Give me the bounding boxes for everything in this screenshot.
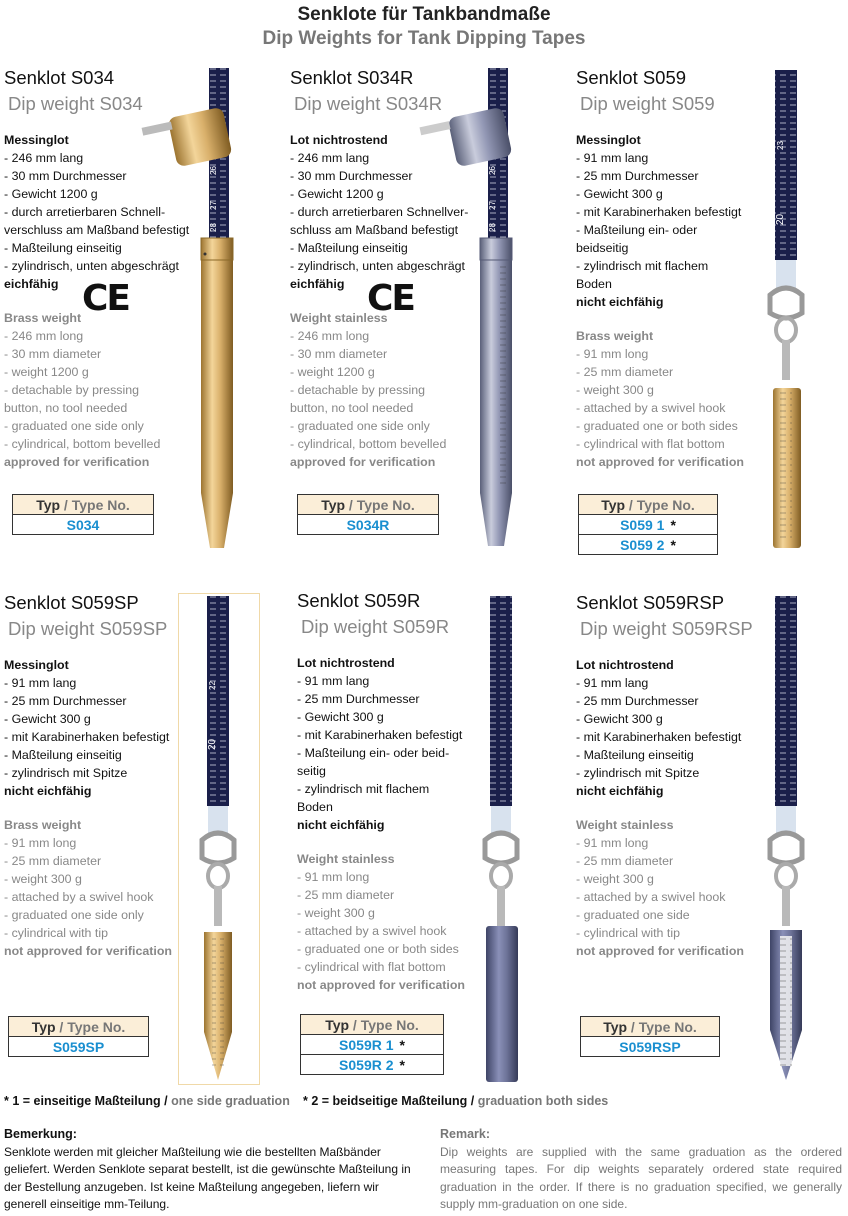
product-s059r xyxy=(297,590,465,994)
spec-item: - zylindrisch, unten abgeschrägt xyxy=(290,259,465,273)
spec-item: - Gewicht 300 g xyxy=(4,712,91,726)
product-title-de: Senklot S034R xyxy=(290,67,414,88)
spec-item: - 91 mm lang xyxy=(4,676,77,690)
s059r-illustration xyxy=(485,596,518,1082)
spec-item: - 25 mm Durchmesser xyxy=(576,169,699,183)
type-table-s059 xyxy=(578,494,718,555)
product-title-de: Senklot S059SP xyxy=(4,592,139,613)
spec-item: seitig xyxy=(297,764,326,778)
type-table-header: Typ / Type No. xyxy=(9,1017,149,1037)
product-s059rsp xyxy=(576,592,753,960)
spec-heading-en: Weight stainless xyxy=(576,818,674,832)
spec-item: verschluss am Maßband befestigt xyxy=(4,223,190,237)
verification-en: approved for verification xyxy=(4,455,150,469)
spec-heading-de: Lot nichtrostend xyxy=(297,656,395,670)
ce-mark: CE xyxy=(367,278,415,319)
s059-illustration xyxy=(770,70,802,548)
type-table-header: Typ / Type No. xyxy=(13,495,154,515)
product-title-en: Dip weight S059 xyxy=(580,93,715,114)
type-number: S059 1 * xyxy=(579,515,718,535)
footnote-one-side: * 1 = einseitige Maßteilung / one side graduation xyxy=(4,1094,290,1108)
product-title-en: Dip weight S034 xyxy=(8,93,143,114)
spec-item: - attached by a swivel hook xyxy=(576,890,726,904)
spec-item: - durch arretierbaren Schnellver- xyxy=(290,205,469,219)
spec-heading-de: Lot nichtrostend xyxy=(576,658,674,672)
spec-item: - graduated one side only xyxy=(4,419,144,433)
spec-item: - cylindrical, bottom bevelled xyxy=(290,437,447,451)
spec-item: - mit Karabinerhaken befestigt xyxy=(576,730,742,744)
product-title-en: Dip weight S059RSP xyxy=(580,618,753,639)
spec-item: - Maßteilung ein- oder beid- xyxy=(297,746,450,760)
spec-item: - 25 mm diameter xyxy=(4,854,102,868)
spec-item: - 246 mm long xyxy=(4,329,84,343)
verification-de: nicht eichfähig xyxy=(4,784,92,798)
type-table-s059sp xyxy=(8,1016,149,1057)
s034-tape-number: 27 xyxy=(209,201,218,210)
spec-item: - Gewicht 1200 g xyxy=(4,187,98,201)
spec-list xyxy=(576,131,744,471)
s034-body xyxy=(201,238,233,493)
s034r-tape-number: 28 xyxy=(488,223,497,232)
verification-en: not approved for verification xyxy=(4,944,172,958)
spec-item: - Gewicht 300 g xyxy=(576,712,663,726)
s059-tape-number: 23 xyxy=(776,141,785,150)
spec-item: - cylindrical, bottom bevelled xyxy=(4,437,161,451)
remark-text-de: Senklote werden mit gleicher Maßteilung wie die bestellten Maßbänder geliefert. Werden Senklote separat bestellt, ist die gewünschte Maßteilung in der Bestellung anzugeben. Ist keine Maßteilung angegeben, liefern wir generell einseitige mm-Teilung. xyxy=(4,1144,411,1211)
spec-item: - 25 mm diameter xyxy=(576,854,674,868)
product-s034 xyxy=(4,67,189,471)
s034-bevel xyxy=(201,493,233,548)
spec-item: - graduated one or both sides xyxy=(297,942,459,956)
spec-item: beidseitig xyxy=(576,241,629,255)
spec-item: - mit Karabinerhaken befestigt xyxy=(297,728,463,742)
spec-item: - zylindrisch mit Spitze xyxy=(4,766,128,780)
ce-mark: CE xyxy=(82,278,130,319)
s059sp-image-frame xyxy=(178,593,260,1085)
verification-en: not approved for verification xyxy=(576,455,744,469)
spec-item: - mit Karabinerhaken befestigt xyxy=(4,730,170,744)
spec-item: - weight 1200 g xyxy=(4,365,89,379)
product-title-de: Senklot S059R xyxy=(297,590,421,611)
spec-item: - Gewicht 300 g xyxy=(576,187,663,201)
spec-item: - 91 mm long xyxy=(297,870,370,884)
spec-item: - zylindrisch mit flachem xyxy=(297,782,430,796)
spec-heading-en: Weight stainless xyxy=(297,852,395,866)
spec-item: - detachable by pressing xyxy=(290,383,426,397)
verification-de: nicht eichfähig xyxy=(576,295,664,309)
spec-item: - zylindrisch, unten abgeschrägt xyxy=(4,259,179,273)
type-number: S034 xyxy=(13,515,154,535)
type-number: S059RSP xyxy=(581,1037,720,1057)
spec-list xyxy=(4,656,172,960)
remark-heading-de: Bemerkung: xyxy=(4,1127,77,1141)
remark-heading-en: Remark: xyxy=(440,1127,491,1141)
product-title-de: Senklot S034 xyxy=(4,67,115,88)
spec-item: - 30 mm Durchmesser xyxy=(4,169,127,183)
spec-item: - Maßteilung einseitig xyxy=(290,241,408,255)
verification-en: approved for verification xyxy=(290,455,436,469)
type-table-header: Typ / Type No. xyxy=(579,495,718,515)
remark-de xyxy=(4,1126,414,1214)
spec-item: Boden xyxy=(297,800,333,814)
spec-item: - weight 1200 g xyxy=(290,365,375,379)
verification-de: eichfähig xyxy=(290,277,345,291)
type-number: S059R 1 * xyxy=(301,1035,444,1055)
spec-heading-de: Messinglot xyxy=(576,133,641,147)
type-number: S034R xyxy=(298,515,439,535)
verification-de: nicht eichfähig xyxy=(297,818,385,832)
spec-item: - 91 mm long xyxy=(4,836,77,850)
remark-en xyxy=(440,1126,842,1214)
product-s059sp xyxy=(4,592,172,960)
spec-item: - cylindrical with flat bottom xyxy=(297,960,446,974)
spec-item: - graduated one side only xyxy=(290,419,430,433)
type-table-s034r xyxy=(297,494,439,535)
spec-heading-en: Brass weight xyxy=(4,311,82,325)
s059-tape-number: 20 xyxy=(775,213,786,225)
spec-item: - Maßteilung einseitig xyxy=(4,241,122,255)
spec-item: - cylindrical with tip xyxy=(576,926,680,940)
s059r-body xyxy=(486,926,518,1082)
spec-heading-en: Brass weight xyxy=(4,818,82,832)
product-title-de: Senklot S059RSP xyxy=(576,592,725,613)
spec-item: - durch arretierbaren Schnell- xyxy=(4,205,166,219)
spec-item: - attached by a swivel hook xyxy=(4,890,154,904)
verification-de: eichfähig xyxy=(4,277,59,291)
product-title-de: Senklot S059 xyxy=(576,67,687,88)
spec-list xyxy=(297,654,465,994)
type-table-s059r xyxy=(300,1014,444,1075)
spec-item: - 246 mm long xyxy=(290,329,370,343)
spec-heading-de: Messinglot xyxy=(4,658,69,672)
type-table-header: Typ / Type No. xyxy=(298,495,439,515)
spec-item: schluss am Maßband befestigt xyxy=(290,223,459,237)
product-title-en: Dip weight S059R xyxy=(301,616,450,637)
spec-item: - detachable by pressing xyxy=(4,383,140,397)
spec-item: - 91 mm lang xyxy=(576,151,649,165)
spec-item: button, no tool needed xyxy=(4,401,128,415)
product-s059 xyxy=(576,67,744,471)
spec-item: - weight 300 g xyxy=(576,872,654,886)
spec-item: - 25 mm Durchmesser xyxy=(576,694,699,708)
page-title: Senklote für Tankbandmaße xyxy=(297,4,551,25)
type-number: S059 2 * xyxy=(579,535,718,555)
type-table-s034 xyxy=(12,494,154,535)
s034-tape-number: 26 xyxy=(209,166,218,175)
spec-heading-de: Messinglot xyxy=(4,133,69,147)
s059sp-tape-number: 20 xyxy=(207,738,218,750)
spec-item: - cylindrical with tip xyxy=(4,926,108,940)
type-table-header: Typ / Type No. xyxy=(581,1017,720,1037)
spec-item: - mit Karabinerhaken befestigt xyxy=(576,205,742,219)
spec-item: - 91 mm lang xyxy=(576,676,649,690)
s034r-tape-number: 26 xyxy=(488,166,497,175)
spec-item: - 91 mm lang xyxy=(297,674,370,688)
spec-item: - zylindrisch mit flachem xyxy=(576,259,709,273)
spec-item: - weight 300 g xyxy=(576,383,654,397)
spec-item: - 25 mm Durchmesser xyxy=(4,694,127,708)
spec-item: - attached by a swivel hook xyxy=(297,924,447,938)
spec-item: - 91 mm long xyxy=(576,836,649,850)
spec-heading-en: Weight stainless xyxy=(290,311,388,325)
spec-item: - Maßteilung einseitig xyxy=(576,748,694,762)
spec-item: - attached by a swivel hook xyxy=(576,401,726,415)
product-s034r xyxy=(290,67,468,471)
spec-item: - 30 mm diameter xyxy=(290,347,388,361)
spec-heading-de: Lot nichtrostend xyxy=(290,133,388,147)
spec-heading-en: Brass weight xyxy=(576,329,654,343)
s059rsp-illustration xyxy=(770,596,802,1080)
spec-item: - 30 mm diameter xyxy=(4,347,102,361)
footnote-both-sides: * 2 = beidseitige Maßteilung / graduation both sides xyxy=(303,1094,609,1108)
type-table-header: Typ / Type No. xyxy=(301,1015,444,1035)
verification-en: not approved for verification xyxy=(576,944,744,958)
spec-item: - 25 mm diameter xyxy=(297,888,395,902)
page-subtitle: Dip Weights for Tank Dipping Tapes xyxy=(262,28,586,49)
spec-item: - 25 mm diameter xyxy=(576,365,674,379)
type-number: S059R 2 * xyxy=(301,1055,444,1075)
spec-item: button, no tool needed xyxy=(290,401,414,415)
spec-item: - Maßteilung ein- oder xyxy=(576,223,698,237)
spec-item: - 30 mm Durchmesser xyxy=(290,169,413,183)
type-number: S059SP xyxy=(9,1037,149,1057)
spec-item: - cylindrical with flat bottom xyxy=(576,437,725,451)
verification-en: not approved for verification xyxy=(297,978,465,992)
spec-item: - 246 mm lang xyxy=(4,151,84,165)
verification-de: nicht eichfähig xyxy=(576,784,664,798)
spec-item: - weight 300 g xyxy=(297,906,375,920)
spec-item: - graduated one or both sides xyxy=(576,419,738,433)
remark-text-en: Dip weights are supplied with the same graduation as the ordered measuring tapes. For dip weights separately ordered state required graduation in the order. If there is no graduation specified, we generally supply mm-graduation on one side. xyxy=(440,1144,842,1211)
s034r-tape-number: 27 xyxy=(488,201,497,210)
spec-item: - graduated one side xyxy=(576,908,690,922)
product-title-en: Dip weight S034R xyxy=(294,93,443,114)
spec-item: - graduated one side only xyxy=(4,908,144,922)
spec-item: - weight 300 g xyxy=(4,872,82,886)
spec-item: - Gewicht 300 g xyxy=(297,710,384,724)
spec-item: - Maßteilung einseitig xyxy=(4,748,122,762)
s034r-bevel xyxy=(480,493,512,546)
spec-item: - 25 mm Durchmesser xyxy=(297,692,420,706)
spec-item: - 91 mm long xyxy=(576,347,649,361)
s059sp-tape-number: 22 xyxy=(208,681,217,690)
spec-item: - 246 mm lang xyxy=(290,151,370,165)
spec-list xyxy=(576,656,753,960)
product-title-en: Dip weight S059SP xyxy=(8,618,168,639)
s034-tape-number: 28 xyxy=(209,223,218,232)
type-table-s059rsp xyxy=(580,1016,720,1057)
spec-item: - Gewicht 1200 g xyxy=(290,187,384,201)
spec-item: - zylindrisch mit Spitze xyxy=(576,766,700,780)
spec-item: Boden xyxy=(576,277,612,291)
